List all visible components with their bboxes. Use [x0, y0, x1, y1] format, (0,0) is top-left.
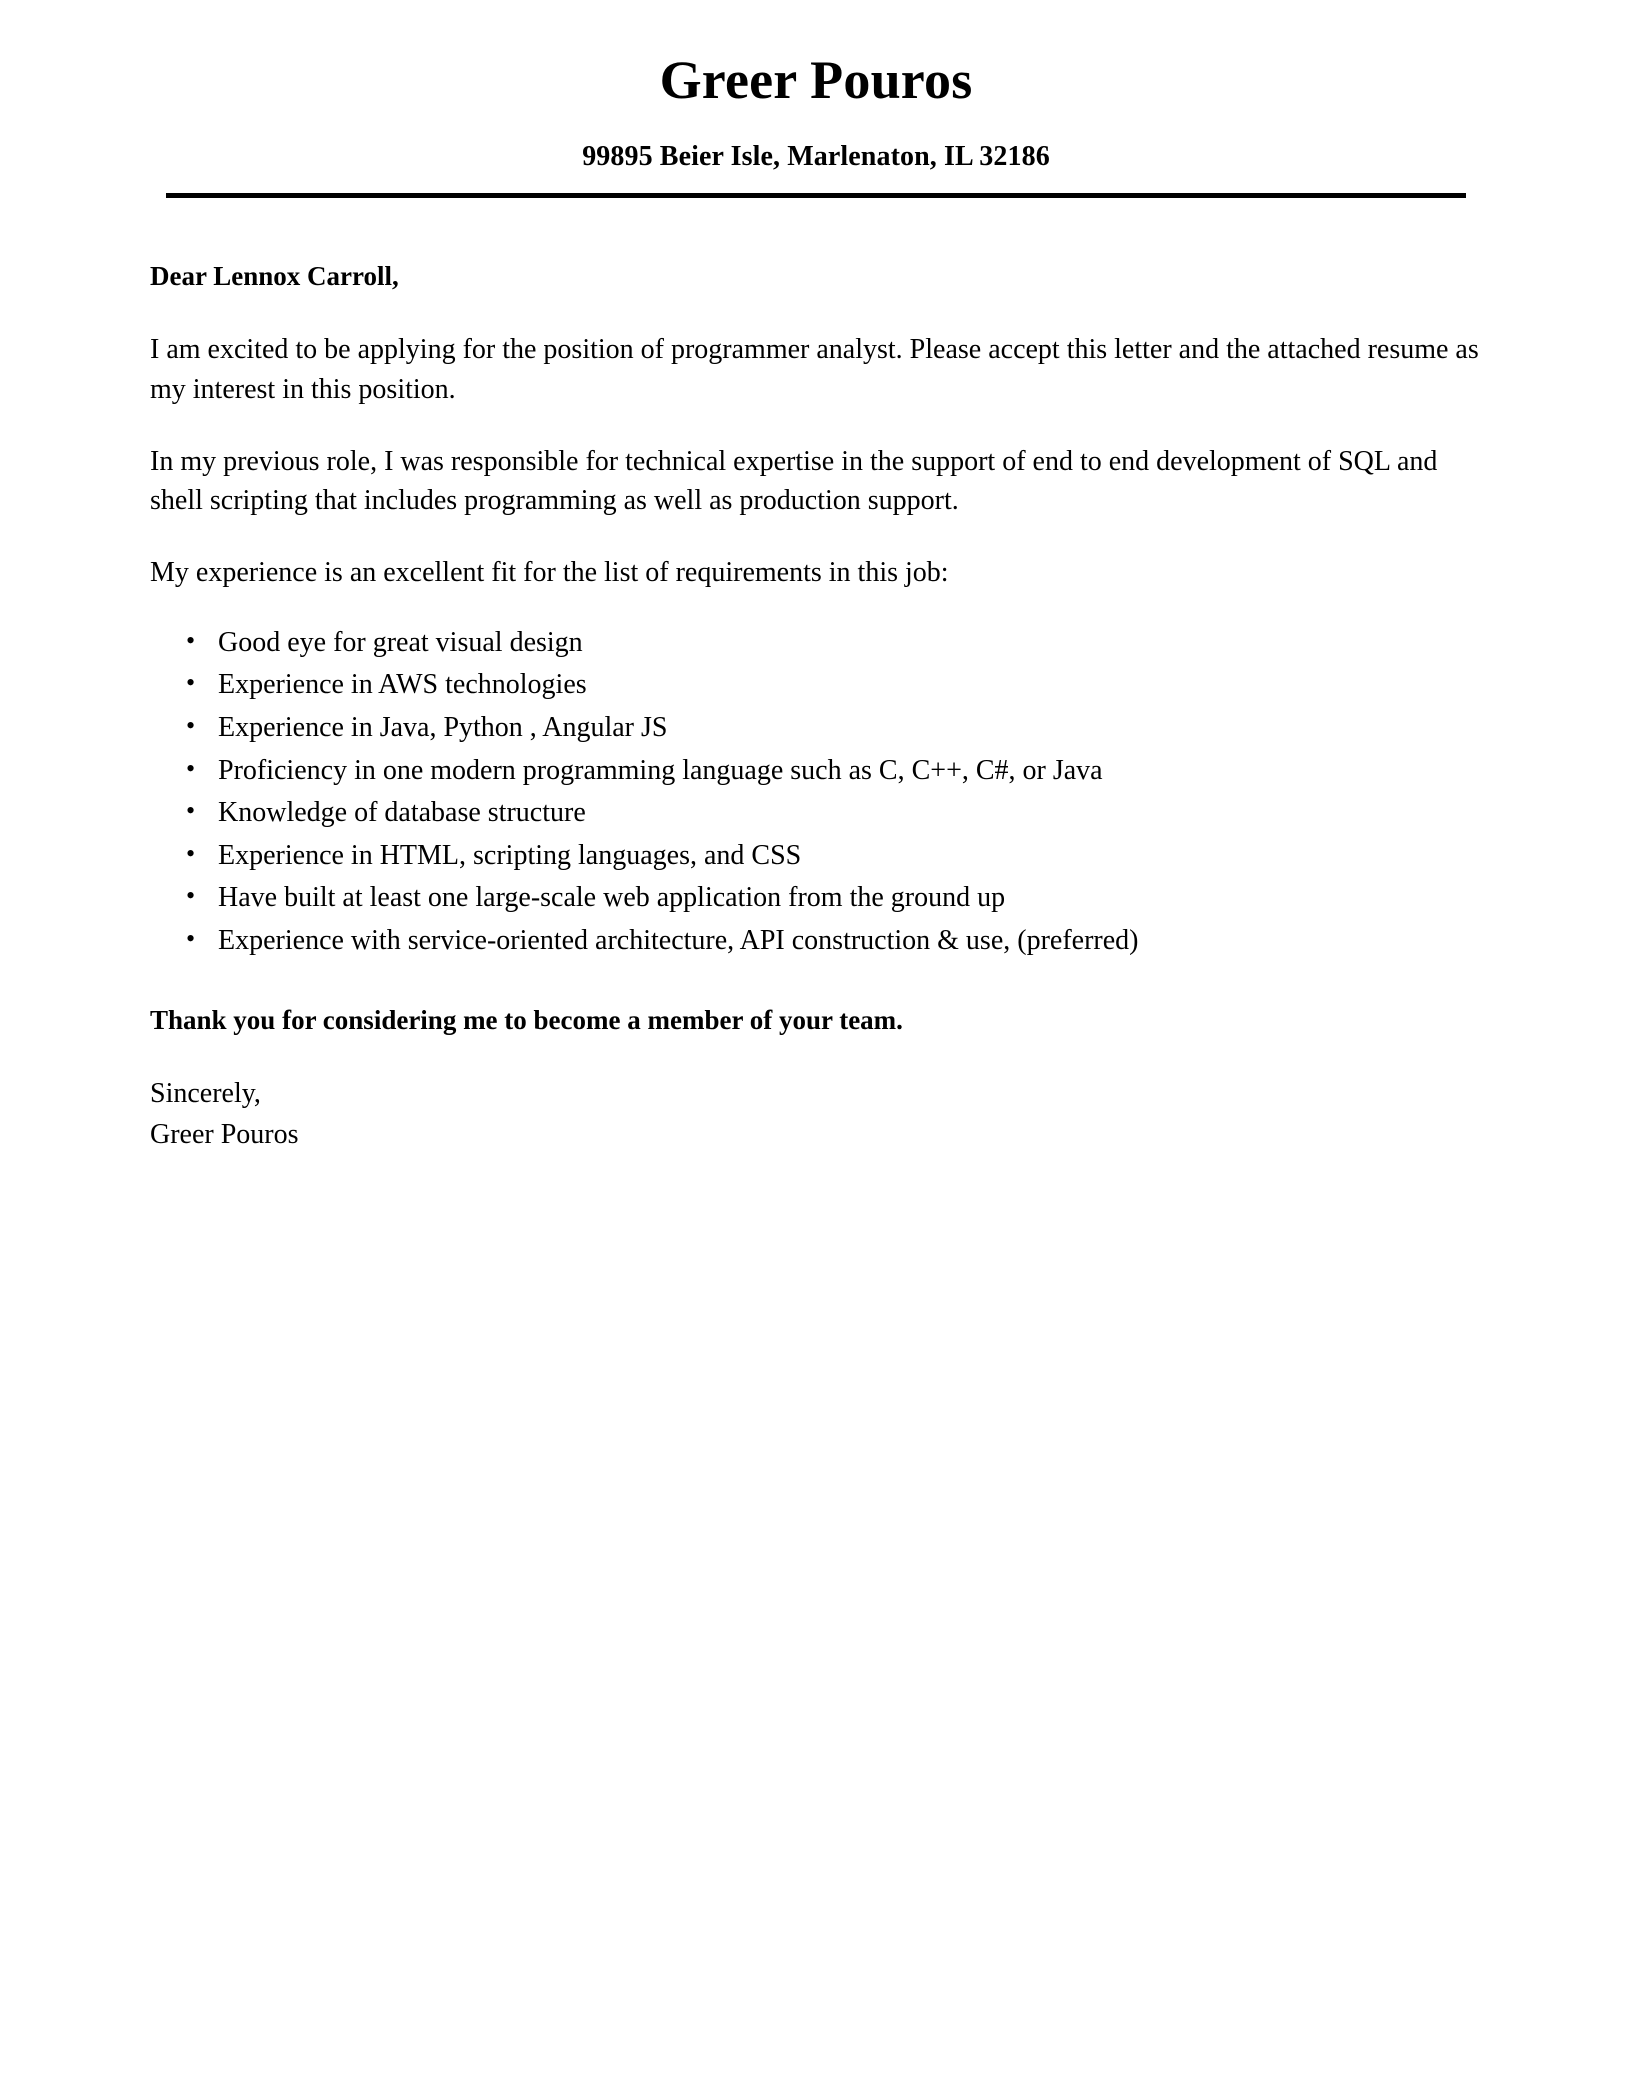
address-line: 99895 Beier Isle, Marlenaton, IL 32186 [582, 140, 1050, 172]
list-item: • Experience in Java, Python , Angular JS [186, 708, 1482, 749]
salutation: Dear Lennox Carroll, [150, 260, 399, 291]
header-divider [166, 193, 1466, 198]
body-paragraph-3: My experience is an excellent fit for the list of requirements in this job: [150, 557, 949, 589]
body-paragraph-1: I am excited to be applying for the position of programmer analyst. Please accept this letter and the attached resume as my interest in this position. [150, 334, 1479, 405]
body-paragraph-2: In my previous role, I was responsible for technical expertise in the support of end to end development of SQL and shell scripting that includes programming as well as production support. [150, 445, 1438, 517]
list-item: • Proficiency in one modern programming language such as C, C++, C#, or Java [186, 751, 1482, 792]
page-title: Greer Pouros [659, 50, 973, 110]
list-item: • Experience in AWS technologies [186, 665, 1482, 706]
list-item: • Good eye for great visual design [186, 623, 1482, 664]
thank-you-line: Thank you for considering me to become a member of your team. [150, 1004, 903, 1035]
list-item: • Experience with service-oriented architecture, API construction & use, (preferred) [186, 921, 1482, 962]
signoff-name: Greer Pouros [150, 1118, 299, 1150]
list-item: • Have built at least one large-scale web application from the ground up [186, 878, 1482, 919]
requirements-list [150, 623, 1482, 962]
list-item: • Knowledge of database structure [186, 793, 1482, 834]
letterhead [0, 0, 1632, 198]
signoff: Sincerely, [150, 1078, 261, 1110]
list-item: • Experience in HTML, scripting languages, and CSS [186, 836, 1482, 877]
letter-body [0, 258, 1632, 1156]
